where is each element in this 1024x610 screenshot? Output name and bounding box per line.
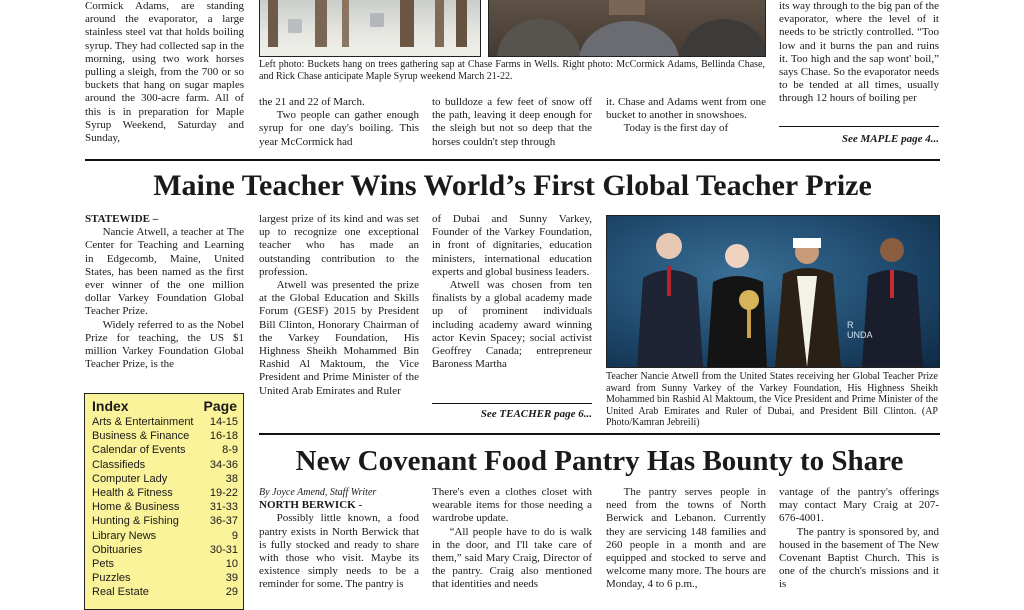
pantry-col2-text-a: There's even a clothes closet with wearable items for those needing a wardrobe update. [432,486,592,525]
maple-buckets-photo [259,0,481,57]
pantry-column-4 [779,486,939,600]
index-item-page: 16-18 [209,430,238,443]
maple-col2-text-b: Two people can gather enough syrup for one day's boiling. This year McCormick had [259,109,419,148]
index-item-page: 38 [225,472,238,485]
teacher-column-2 [259,213,419,428]
index-item[interactable] [85,571,243,585]
teacher-jump-rule [432,403,592,404]
pantry-column-3 [606,486,766,600]
maple-col3-text: to bulldoze a few feet of snow off the path, leaving it deep enough for the sleigh but not so deep that the horses couldn't step through [432,96,592,148]
teacher-photo-caption: Teacher Nancie Atwell from the United States receiving her Global Teacher Prize award from Sunny Varkey of the Varkey Foundation, His Highness Sheikh Mohammed bin Rashid Al Maktoum, the Vice President and Prime Minister of the United Arab Emirates and Ruler of Dubai, and President Bill Clinton. (AP Photo/Kamran Jebreili) [606,371,938,428]
index-item-page: 39 [225,572,238,585]
index-item-name: Classifieds [92,458,146,471]
people-illustration [489,0,765,56]
pantry-headline: New Covenant Food Pantry Has Bounty to Share [295,445,904,477]
index-item-name: Obituaries [92,543,143,556]
index-item-page: 10 [225,558,238,571]
index-item[interactable] [85,486,243,500]
backdrop-sign-text: R UNDA [847,320,873,340]
index-item-name: Pets [92,558,115,571]
teacher-column-3 [432,213,592,400]
index-item-page: 9 [231,529,238,542]
index-item-name: Hunting & Fishing [92,515,179,528]
index-item[interactable] [85,557,243,571]
pantry-col4-text-a: vantage of the pantry's offerings may contact Mary Craig at 207-676-4001. [779,486,939,525]
teacher-col3-p1: of Dubai and Sunny Varkey, Founder of the Varkey Foundation, in front of dignitaries, education ministers, international education experts and global business leaders. [432,213,592,278]
index-box [84,393,244,610]
index-item-name: Library News [92,529,157,542]
teacher-col3-p2: Atwell was chosen from ten finalists by a global academy made up of prominent individuals including academy award winning actor Kevin Spacey; social activist Geoffrey Canada; entrepreneur Baroness Martha [432,279,592,371]
maple-people-photo [488,0,766,57]
index-item-name: Puzzles [92,572,131,585]
teacher-col2-p2: Atwell was presented the prize at the Global Education and Skills Forum (GESF) 2015 by President Bill Clinton, Honorary Chairman of the Varkey Foundation, His Highness Sheikh Mohammed Bin Rashid Al Maktoum, the Vice President and Prime Minister of the United Arab Emirates and Ruler [259,279,419,397]
pantry-col2-text-b: “All people have to do is walk in the door, and I'll take care of them,” said Mary Craig, Director of the pantry. Craig also mentioned that identities and needs [432,525,592,591]
teacher-dateline: STATEWIDE – [85,213,159,225]
index-title: Index [92,398,129,414]
index-item[interactable] [85,415,243,429]
award-ceremony-illustration [607,216,939,367]
maple-col4-text-b: Today is the first day of [623,122,729,135]
index-item-name: Home & Business [92,501,180,514]
pantry-column-1 [259,486,419,600]
index-page-label: Page [203,398,237,414]
maple-jump-rule [779,126,939,127]
index-item-name: Arts & Entertainment [92,416,194,428]
teacher-col1-p1: Nancie Atwell, a teacher at The Center for Teaching and Learning in Edgecomb, Maine, United States, has been named as the first ever winner of the one million dollar Varkey Foundation Global Teacher Prize. [85,226,244,318]
tree-trunks-illustration [260,0,480,56]
index-item-page: 31-33 [209,501,238,514]
index-item-page: 8-9 [222,444,238,457]
teacher-column-1 [85,213,244,389]
teacher-headline: Maine Teacher Wins World’s First Global Teacher Prize [153,169,872,202]
teacher-award-photo [606,215,940,368]
index-item-page: 34-36 [209,458,238,471]
maple-column-5 [779,0,939,123]
index-item[interactable] [85,472,243,486]
section-divider-top [85,159,940,161]
index-item[interactable] [85,443,243,457]
maple-col4-text-a: it. Chase and Adams went from one bucket to another in snowshoes. [606,96,766,122]
section-divider-mid [259,433,940,435]
index-header [85,394,243,415]
index-item[interactable] [85,458,243,472]
pantry-dateline: NORTH BERWICK - [259,499,363,512]
maple-column-3 [432,96,592,152]
index-item-page: 29 [225,586,238,599]
index-item[interactable] [85,500,243,514]
teacher-col1-p2: Widely referred to as the Nobel Prize for teaching, the US $1 million Varkey Foundation Global Teacher Prize, is the [85,318,244,371]
index-item[interactable] [85,429,243,443]
index-item-page: 30-31 [209,543,238,556]
maple-column-2 [259,96,419,152]
index-item-name: Computer Lady [92,472,168,485]
teacher-jump-link[interactable]: See TEACHER page 6... [480,408,592,420]
index-item-name: Health & Fitness [92,487,173,500]
index-item-name: Calendar of Events [92,444,186,457]
index-item[interactable] [85,529,243,543]
index-item-page: 14-15 [209,416,238,428]
maple-column-1 [85,0,244,152]
index-item-name: Business & Finance [92,430,190,443]
index-item[interactable] [85,543,243,557]
pantry-byline: By Joyce Amend, Staff Writer [259,487,377,498]
index-item[interactable] [85,585,243,599]
index-item[interactable] [85,514,243,528]
pantry-col3-text: The pantry serves people in need from the towns of North Berwick and Lebanon. Currently they are servicing 148 families and 260 people in a month and are equipped and stocked to serve and welcome many more. The hours are Monday, 4 to 6 p.m., [606,486,766,591]
index-item-page: 19-22 [209,487,238,500]
maple-jump-link[interactable]: See MAPLE page 4... [841,133,939,145]
pantry-col1-text: Possibly little known, a food pantry exists in North Berwick that is fully stocked and ready to share with those who visit. Maybe its existence simply needs to be a reminder for some. The pantry is [259,512,419,591]
index-item-name: Real Estate [92,586,149,599]
maple-column-4 [606,96,766,152]
teacher-col2-p1: largest prize of its kind and was set up to recognize one exceptional teacher who has made an outstanding contribution to the profession. [259,213,419,278]
maple-col5-text: its way through to the big pan of the evaporator, where the level of it needs to be strictly controlled. “Too low and it burns the pan and ruins it. Too high and the sap wont' boil,” says Chase. So the evaporator needs to be tended at all times, usually through 12 hours of boiling per [779,0,939,105]
maple-col2-text-a: the 21 and 22 of March. [259,96,365,108]
index-item-page: 36-37 [209,515,238,528]
maple-col1-text: Cormick Adams, are standing around the evaporator, a large stainless steel vat that holds boiling syrup. They had collected sap in the morning, using two work horses pulling a sleigh, from the 700 or so buckets that hang on sugar maples around the 300-acre farm. All of this is in preparation for Maple Syrup Weekend, Saturday and Sunday, [85,0,244,145]
maple-photo-caption: Left photo: Buckets hang on trees gathering sap at Chase Farms in Wells. Right photo: McCormick Adams, Bellinda Chase, and Rick Chase anticipate Maple Syrup weekend March 21-22. [259,59,765,82]
pantry-column-2 [432,486,592,600]
pantry-col4-text-b: The pantry is sponsored by, and housed in the basement of The New Covenant Baptist Church. This is one of the church's missions and it is [779,525,939,591]
